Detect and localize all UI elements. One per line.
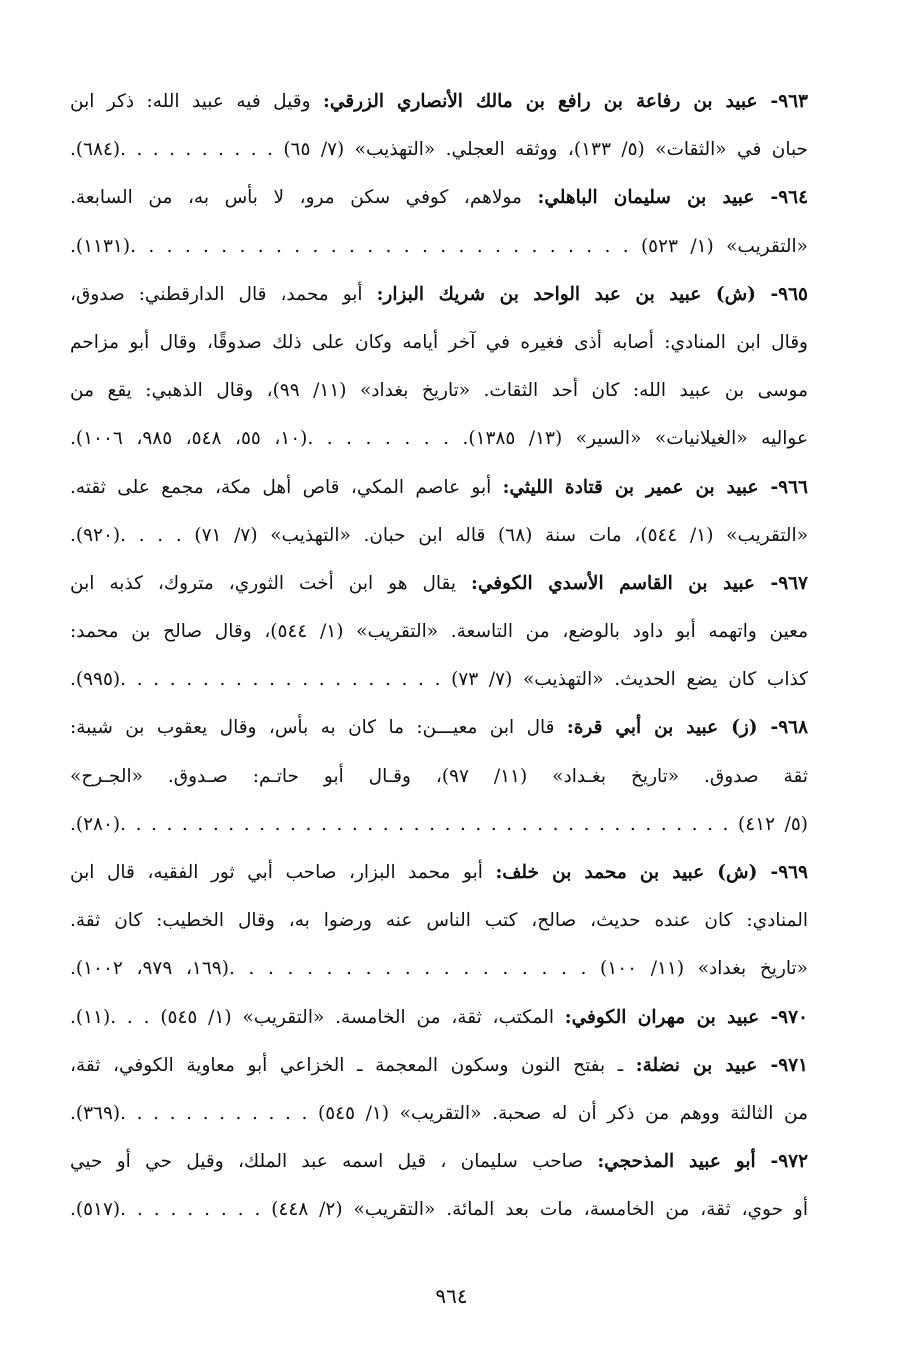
- entry-line: [70, 656, 808, 704]
- entry: [70, 464, 808, 560]
- entry-line: [70, 415, 808, 463]
- entry-heading: ٩٧٠- عبيد بن مهران الكوفي:: [564, 1006, 808, 1028]
- entry-heading: ٩٦٦- عبيد بن عمير بن قتادة الليثي:: [502, 476, 808, 498]
- entry-heading: ٩٧٢- أبو عبيد المذحجي:: [597, 1151, 808, 1173]
- entry-text: وقيل فيه عبيد الله: ذكر ابن: [70, 91, 323, 112]
- entries-list: [70, 78, 808, 1235]
- entry: [70, 271, 808, 464]
- entry-line: [70, 78, 808, 126]
- entry: [70, 1042, 808, 1138]
- entry-line: [70, 1042, 808, 1090]
- entry-line: [70, 1090, 808, 1138]
- entry-line: [70, 994, 808, 1042]
- entry-line: [70, 801, 808, 849]
- entry-line: [70, 367, 808, 415]
- entry-text: «التقريب» (١/ ٥٤٤)، مات سنة (٦٨) قاله ابن حبان. «التهذيب» (٧/ ٧١) . . . .(٩٢٠).: [70, 524, 808, 546]
- entry-text: كذاب كان يضع الحديث. «التهذيب» (٧/ ٧٣) . . . . . . . . . . . . . . . . . . . .(٩٩٥).: [70, 669, 808, 691]
- page-number: ٩٦٤: [435, 1284, 468, 1308]
- entry: [70, 174, 808, 270]
- entry-text: ثقة صدوق. «تاريخ بغـداد» (١١/ ٩٧)، وقـال أبو حاتـم: صـدوق. «الجـرح»: [70, 765, 808, 787]
- entry-text: المكتب، ثقة، من الخامسة. «التقريب» (١/ ٥٤٥) . . .(١١).: [70, 1006, 565, 1028]
- entry: [70, 704, 808, 849]
- entry-line: [70, 1186, 808, 1234]
- entry-text: «التقريب» (١/ ٥٢٣) . . . . . . . . . . . . . . . . . . . . . . . . . . . .(١١٣١).: [70, 235, 808, 257]
- entry-text: وقال ابن المنادي: أصابه أذى فغيره في آخر أيامه وكان على ذلك صدوقًا، وقال أبو مزاحم: [70, 331, 808, 353]
- entry-line: [70, 608, 808, 656]
- entry-line: [70, 174, 808, 222]
- entry-line: [70, 319, 808, 367]
- entry-line: [70, 512, 808, 560]
- entry-text: أو حوي، ثقة، من الخامسة، مات بعد المائة. «التقريب» (٢/ ٤٤٨) . . . . . . . . .(٥١٧).: [70, 1199, 808, 1221]
- entry: [70, 78, 808, 174]
- entry-line: [70, 753, 808, 801]
- entry-text: (٥/ ٤١٢) . . . . . . . . . . . . . . . . . . . . . . . . . . . . . . . . . . . . . . . .(٢٨٠).: [70, 813, 808, 835]
- entry-text: موسى بن عبيد الله: كان أحد الثقات. «تاريخ بغداد» (١١/ ٩٩)، وقال الذهبي: يقع من: [70, 380, 808, 402]
- entry: [70, 849, 808, 994]
- entry-text: صاحب سليمان ، قيل اسمه عبد الملك، وقيل حي أو حيي: [70, 1151, 598, 1173]
- entry: [70, 560, 808, 705]
- entry-text: حبان في «الثقات» (٥/ ١٣٣)، ووثقه العجلي. «التهذيب» (٧/ ٦٥) . . . . . . . . . .(٦٨٤).: [70, 139, 808, 161]
- entry-line: [70, 897, 808, 945]
- entry-text: ـ بفتح النون وسكون المعجمة ـ الخزاعي أبو معاوية الكوفي، ثقة،: [70, 1054, 636, 1076]
- entry-heading: ٩٦٧- عبيد بن القاسم الأسدي الكوفي:: [471, 572, 808, 594]
- entry-heading: ٩٧١- عبيد بن نضلة:: [635, 1054, 808, 1076]
- entry-text: قال ابن معيـــن: ما كان به بأس، وقال يعقوب بن شيبة:: [70, 717, 567, 739]
- entry-heading: ٩٦٥- (ش) عبيد بن عبد الواحد بن شريك البزار:: [376, 283, 808, 305]
- entry-line: [70, 849, 808, 897]
- entry-line: [70, 271, 808, 319]
- entry-line: [70, 945, 808, 993]
- entry: [70, 1138, 808, 1234]
- entry-heading: ٩٦٤- عبيد بن سليمان الباهلي:: [537, 187, 808, 209]
- entry-text: أبو عاصم المكي، قاص أهل مكة، مجمع على ثقته.: [70, 476, 503, 498]
- entry-text: يقال هو ابن أخت الثوري، متروك، كذبه ابن: [70, 572, 472, 594]
- entry-line: [70, 560, 808, 608]
- entry-heading: ٩٦٣- عبيد بن رفاعة بن رافع بن مالك الأنصاري الزرقي:: [322, 91, 808, 112]
- entry-text: عواليه «الغيلانيات» «السير» (١٣/ ١٣٨٥). . . . . . . . .(١٠، ٥٥، ٥٤٨، ٩٨٥، ١٠٠٦).: [70, 428, 808, 450]
- entry-heading: ٩٦٨- (ز) عبيد بن أبي قرة:: [566, 717, 808, 739]
- entry-line: [70, 126, 808, 174]
- entry: [70, 994, 808, 1042]
- entry-text: المنادي: كان عنده حديث، صالح، كتب الناس عنه ورضوا به، وقال الخطيب: كان ثقة.: [70, 910, 808, 932]
- entry-heading: ٩٦٩- (ش) عبيد بن محمد بن خلف:: [495, 862, 808, 883]
- entry-text: «تاريخ بغداد» (١١/ ١٠٠) . . . . . . . . . . . . . . . . . . .(١٦٩، ٩٧٩، ١٠٠٢).: [70, 958, 808, 980]
- entry-text: مولاهم، كوفي سكن مرو، لا بأس به، من السابعة.: [70, 187, 538, 209]
- entry-text: أبو محمد، قال الدارقطني: صدوق،: [70, 283, 377, 305]
- entry-text: معين واتهمه أبو داود بالوضع، من التاسعة. «التقريب» (١/ ٥٤٤)، وقال صالح بن محمد:: [70, 621, 808, 643]
- entry-text: أبو محمد البزار، صاحب أبي ثور الفقيه، قال ابن: [70, 862, 496, 883]
- entry-line: [70, 1138, 808, 1186]
- entry-text: من الثالثة ووهم من ذكر أن له صحبة. «التقريب» (١/ ٥٤٥) . . . . . . . . . . . .(٣٦٩).: [70, 1102, 808, 1124]
- entry-line: [70, 223, 808, 271]
- entry-line: [70, 464, 808, 512]
- entry-line: [70, 704, 808, 752]
